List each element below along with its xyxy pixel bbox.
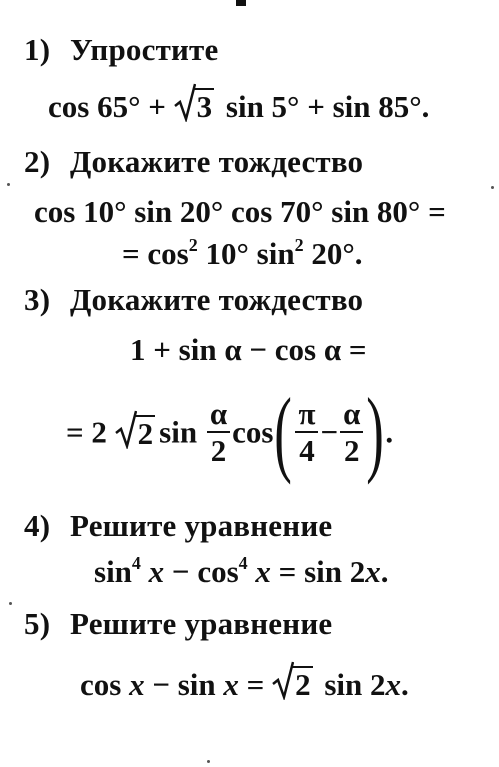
task-5-d: sin 2 <box>324 667 386 702</box>
sqrt-2 <box>115 415 156 449</box>
task-3-formula-line1: 1 + sin α − cos α = <box>130 332 367 367</box>
task-2-line2-c: 20°. <box>311 236 363 271</box>
task-4-number: 4) <box>24 508 51 543</box>
task-4-x2: x <box>255 554 271 589</box>
task-4-heading <box>24 510 332 541</box>
task-4-b: − cos <box>171 554 239 589</box>
task-2-number: 2) <box>24 144 51 179</box>
fraction-2-numerator: π <box>295 398 318 433</box>
task-5-c: = <box>246 667 265 702</box>
task-5-b: − sin <box>152 667 216 702</box>
sqrt-2-b <box>272 666 313 700</box>
task-2-instruction: Докажите тождество <box>70 144 364 179</box>
scan-speck <box>207 760 210 763</box>
task-2-line2-a: = cos <box>122 236 189 271</box>
task-2-formula-line2 <box>122 235 363 271</box>
task-4-exp2: 4 <box>238 553 248 573</box>
task-1-heading <box>24 34 218 65</box>
fraction-alpha-over-2-b <box>340 398 363 466</box>
task-5-formula <box>80 666 409 700</box>
task-1-formula <box>48 88 429 122</box>
sqrt-2-radicand: 2 <box>135 415 156 449</box>
task-5-x1: x <box>129 667 145 702</box>
task-3-instruction: Докажите тождество <box>70 282 364 317</box>
scan-speck <box>491 186 494 189</box>
task-1-formula-part1: cos 65° + <box>48 89 166 124</box>
sqrt-3-radicand: 3 <box>194 88 215 122</box>
task-2-formula-line1: cos 10° sin 20° cos 70° sin 80° = <box>34 194 446 229</box>
task-4-exp1: 4 <box>131 553 141 573</box>
fraction-3-numerator: α <box>340 398 363 433</box>
task-5-a: cos <box>80 667 122 702</box>
task-5-heading <box>24 608 332 639</box>
task-3-heading <box>24 284 363 315</box>
task-3-formula-line2 <box>66 378 394 485</box>
task-5-number: 5) <box>24 606 51 641</box>
task-4-end: . <box>380 554 389 589</box>
right-paren-icon: ) <box>366 378 385 485</box>
fraction-2-denominator: 4 <box>299 433 315 468</box>
sqrt-2-b-radicand: 2 <box>292 666 313 700</box>
radical-sign-icon <box>272 660 294 700</box>
task-3-end: . <box>385 414 394 450</box>
left-paren-icon: ( <box>274 378 293 485</box>
fraction-1-denominator: 2 <box>210 433 227 468</box>
task-4-a: sin <box>94 554 132 589</box>
fraction-alpha-over-2 <box>207 398 230 466</box>
task-4-formula <box>94 553 389 589</box>
page-edge-mark <box>236 0 246 6</box>
fraction-1-numerator: α <box>207 398 230 433</box>
task-1-instruction: Упростите <box>70 32 219 67</box>
task-3-minus: − <box>320 414 339 450</box>
task-3-prefix: = 2 <box>66 414 107 450</box>
task-4-instruction: Решите уравнение <box>70 508 333 543</box>
task-4-x1: x <box>148 554 165 589</box>
scan-speck <box>7 183 10 186</box>
radical-sign-icon <box>115 409 137 449</box>
task-3-sin: sin <box>159 414 198 450</box>
task-2-line2-b: 10° sin <box>205 236 295 271</box>
task-3-cos: cos <box>232 414 274 450</box>
task-5-end: . <box>401 667 409 702</box>
task-2-heading <box>24 146 363 177</box>
fraction-pi-over-4 <box>295 398 318 466</box>
radical-sign-icon <box>174 82 196 122</box>
scan-speck <box>9 602 12 605</box>
task-4-c: = sin 2 <box>278 554 366 589</box>
task-5-instruction: Решите уравнение <box>70 606 333 641</box>
task-5-x2: x <box>223 667 239 702</box>
sqrt-3 <box>174 88 215 122</box>
task-3-number: 3) <box>24 282 51 317</box>
task-2-exp2: 2 <box>294 235 304 255</box>
fraction-3-denominator: 2 <box>344 433 360 468</box>
task-1-number: 1) <box>24 32 51 67</box>
task-4-x3: x <box>365 554 381 589</box>
task-2-exp1: 2 <box>188 235 198 255</box>
task-5-x3: x <box>385 667 402 702</box>
task-1-formula-part2: sin 5° + sin 85°. <box>225 89 430 124</box>
